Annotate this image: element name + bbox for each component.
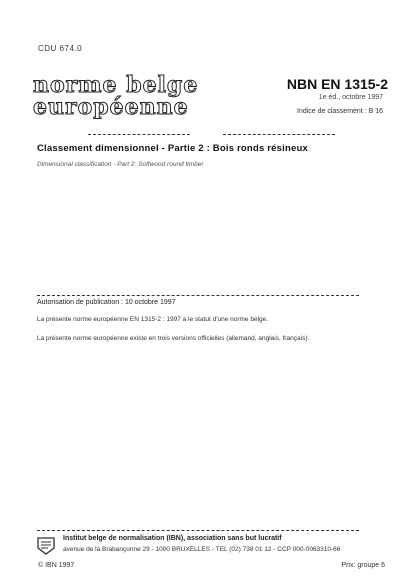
institute-address: avenue de la Brabançonne 29 - 1000 BRUXELLES - TEL (02) 738 01 12 - CCP 000-0063310-66 [63, 546, 341, 553]
edition-date: 1e éd., octobre 1997 [318, 94, 383, 101]
ibn-emblem-icon [35, 534, 57, 556]
cdu-code: CDU 674.0 [38, 44, 83, 53]
price-group: Prix: groupe 6 [341, 562, 385, 569]
institute-name: Institut belge de normalisation (IBN), association sans but lucratif [63, 535, 282, 542]
versions-paragraph: La présente norme européenne existe en trois versions officielles (allemand, anglais, français). [37, 335, 310, 342]
logo-norme-belge: norme belge [33, 72, 199, 98]
document-subtitle: Dimensional classification - Part 2: Softwood round timber [37, 161, 204, 168]
authorization-text: Autorisation de publication : 10 octobre 1997 [37, 299, 176, 306]
divider-bottom [37, 530, 359, 531]
divider-top-right [223, 134, 335, 135]
standard-number: NBN EN 1315-2 [286, 76, 388, 92]
divider-top-left [88, 134, 190, 135]
classification-index: Indice de classement : B 16 [297, 108, 383, 115]
copyright: © IBN 1997 [38, 562, 75, 569]
logo-europeenne: européenne [33, 94, 189, 120]
document-title: Classement dimensionnel - Partie 2 : Bois ronds résineux [37, 143, 308, 154]
divider-middle [37, 295, 359, 296]
status-paragraph: La présente norme européenne EN 1315-2 : 1997 a le statut d'une norme belge. [37, 316, 269, 323]
